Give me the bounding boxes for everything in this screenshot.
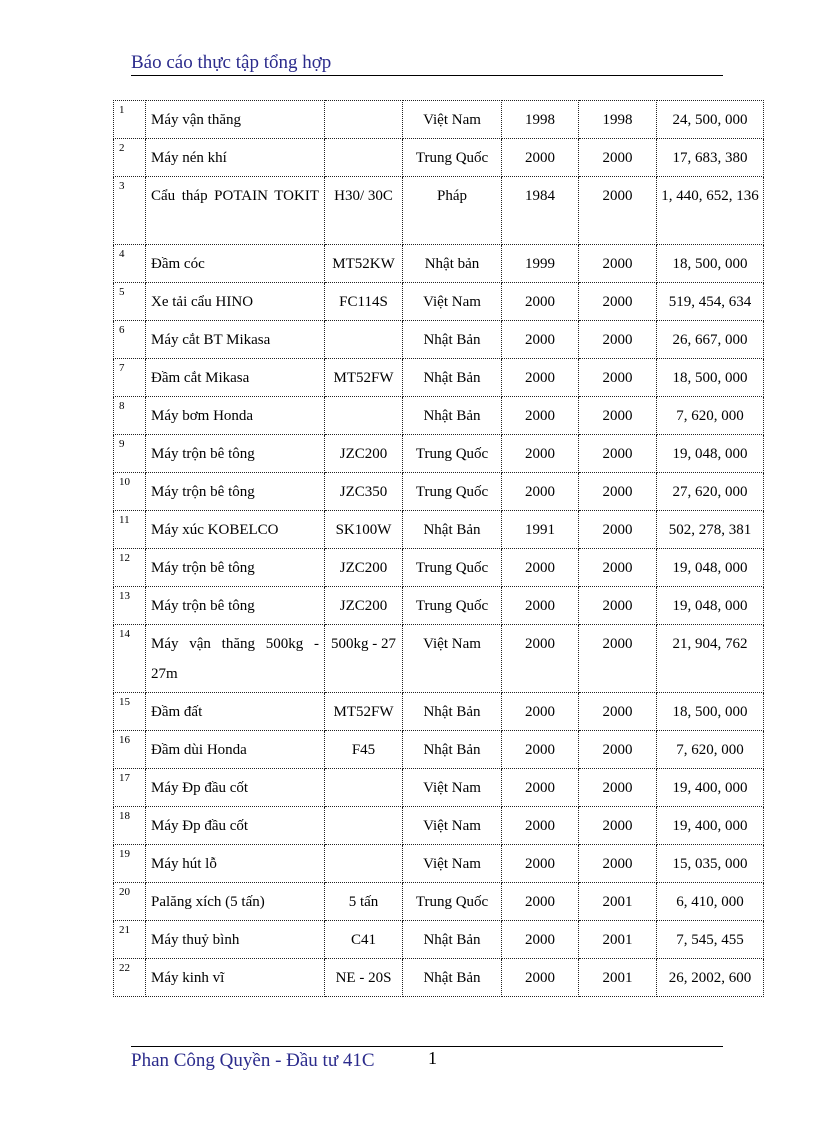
equipment-price-cell: 18, 500, 000 [657,245,764,283]
row-number-cell: 20 [114,883,146,921]
equipment-model-cell: H30/ 30C [325,177,403,245]
equipment-name-cell: Máy Đp đầu cốt [146,769,325,807]
row-number-cell: 11 [114,511,146,549]
equipment-name-cell: Đầm dùi Honda [146,731,325,769]
equipment-name-cell: Đầm đất [146,693,325,731]
origin-country-cell: Việt Nam [403,101,502,139]
row-number-cell: 17 [114,769,146,807]
equipment-model-cell: 500kg - 27 [325,625,403,693]
year-in-use-cell: 2000 [579,359,657,397]
row-number-cell: 18 [114,807,146,845]
row-number-cell: 22 [114,959,146,997]
equipment-price-cell: 26, 667, 000 [657,321,764,359]
table-row [114,587,764,625]
year-manufactured-cell: 2000 [502,959,579,997]
row-number-cell: 13 [114,587,146,625]
year-manufactured-cell: 2000 [502,807,579,845]
equipment-price-cell: 19, 048, 000 [657,435,764,473]
equipment-name-cell: Máy trộn bê tông [146,587,325,625]
origin-country-cell: Nhật Bản [403,511,502,549]
origin-country-cell: Nhật Bản [403,321,502,359]
table-row [114,693,764,731]
row-number-cell: 15 [114,693,146,731]
equipment-name-cell: Máy nén khí [146,139,325,177]
year-in-use-cell: 2001 [579,921,657,959]
equipment-name-cell: Đầm cóc [146,245,325,283]
equipment-name-cell: Máy vận thăng 500kg - 27m [146,625,325,693]
year-manufactured-cell: 2000 [502,625,579,693]
equipment-model-cell: JZC350 [325,473,403,511]
year-manufactured-cell: 2000 [502,549,579,587]
equipment-price-cell: 6, 410, 000 [657,883,764,921]
year-manufactured-cell: 2000 [502,731,579,769]
equipment-model-cell: C41 [325,921,403,959]
year-in-use-cell: 2000 [579,625,657,693]
equipment-price-cell: 7, 545, 455 [657,921,764,959]
equipment-price-cell: 19, 400, 000 [657,807,764,845]
year-in-use-cell: 2000 [579,769,657,807]
equipment-name-cell: Máy thuỷ bình [146,921,325,959]
equipment-price-cell: 26, 2002, 600 [657,959,764,997]
equipment-name-cell: Palăng xích (5 tấn) [146,883,325,921]
table-row [114,883,764,921]
table-row [114,245,764,283]
origin-country-cell: Việt Nam [403,769,502,807]
row-number-cell: 21 [114,921,146,959]
table-row [114,139,764,177]
year-in-use-cell: 2000 [579,845,657,883]
year-manufactured-cell: 2000 [502,587,579,625]
origin-country-cell: Việt Nam [403,845,502,883]
equipment-model-cell: JZC200 [325,435,403,473]
origin-country-cell: Nhật Bản [403,959,502,997]
row-number-cell: 4 [114,245,146,283]
origin-country-cell: Trung Quốc [403,883,502,921]
table-row [114,769,764,807]
equipment-price-cell: 519, 454, 634 [657,283,764,321]
row-number-cell: 2 [114,139,146,177]
row-number-cell: 5 [114,283,146,321]
table-row [114,177,764,245]
year-in-use-cell: 2000 [579,731,657,769]
footer-divider [131,1046,723,1047]
year-manufactured-cell: 2000 [502,473,579,511]
equipment-model-cell: JZC200 [325,587,403,625]
origin-country-cell: Trung Quốc [403,587,502,625]
header-divider [131,75,723,76]
year-in-use-cell: 2000 [579,139,657,177]
origin-country-cell: Việt Nam [403,283,502,321]
table-row [114,321,764,359]
year-in-use-cell: 2000 [579,549,657,587]
origin-country-cell: Trung Quốc [403,549,502,587]
table-row [114,435,764,473]
year-manufactured-cell: 1999 [502,245,579,283]
year-manufactured-cell: 2000 [502,693,579,731]
year-manufactured-cell: 1998 [502,101,579,139]
year-manufactured-cell: 2000 [502,769,579,807]
row-number-cell: 3 [114,177,146,245]
page-number: 1 [428,1048,437,1068]
equipment-price-cell: 7, 620, 000 [657,397,764,435]
equipment-model-cell [325,807,403,845]
year-in-use-cell: 2000 [579,807,657,845]
year-manufactured-cell: 2000 [502,139,579,177]
equipment-price-cell: 18, 500, 000 [657,359,764,397]
row-number-cell: 6 [114,321,146,359]
year-in-use-cell: 2000 [579,283,657,321]
table-row [114,397,764,435]
page-header-title: Báo cáo thực tập tổng hợp [131,52,332,73]
origin-country-cell: Việt Nam [403,807,502,845]
equipment-name-cell: Máy Đp đầu cốt [146,807,325,845]
table-row [114,959,764,997]
equipment-name-cell: Máy cắt BT Mikasa [146,321,325,359]
equipment-price-cell: 19, 048, 000 [657,549,764,587]
equipment-model-cell: MT52KW [325,245,403,283]
row-number-cell: 10 [114,473,146,511]
table-row [114,101,764,139]
year-manufactured-cell: 2000 [502,397,579,435]
equipment-name-cell: Máy vận thăng [146,101,325,139]
origin-country-cell: Nhật bản [403,245,502,283]
equipment-model-cell [325,101,403,139]
table-row [114,549,764,587]
year-manufactured-cell: 2000 [502,435,579,473]
year-in-use-cell: 2000 [579,397,657,435]
table-row [114,845,764,883]
year-manufactured-cell: 2000 [502,321,579,359]
year-in-use-cell: 2001 [579,883,657,921]
origin-country-cell: Nhật Bản [403,921,502,959]
origin-country-cell: Trung Quốc [403,139,502,177]
row-number-cell: 19 [114,845,146,883]
equipment-model-cell: F45 [325,731,403,769]
table-row [114,283,764,321]
year-in-use-cell: 2001 [579,959,657,997]
origin-country-cell: Nhật Bản [403,693,502,731]
year-manufactured-cell: 1984 [502,177,579,245]
year-manufactured-cell: 2000 [502,921,579,959]
year-in-use-cell: 2000 [579,587,657,625]
equipment-model-cell: FC114S [325,283,403,321]
origin-country-cell: Trung Quốc [403,435,502,473]
equipment-name-cell: Đầm cắt Mikasa [146,359,325,397]
origin-country-cell: Việt Nam [403,625,502,693]
equipment-model-cell: SK100W [325,511,403,549]
equipment-price-cell: 15, 035, 000 [657,845,764,883]
equipment-model-cell [325,845,403,883]
equipment-price-cell: 24, 500, 000 [657,101,764,139]
equipment-table [113,100,764,997]
row-number-cell: 14 [114,625,146,693]
year-in-use-cell: 2000 [579,245,657,283]
year-in-use-cell: 2000 [579,435,657,473]
origin-country-cell: Nhật Bản [403,731,502,769]
year-manufactured-cell: 2000 [502,883,579,921]
year-in-use-cell: 1998 [579,101,657,139]
equipment-name-cell: Máy hút lỗ [146,845,325,883]
equipment-model-cell [325,321,403,359]
origin-country-cell: Nhật Bản [403,397,502,435]
equipment-model-cell: JZC200 [325,549,403,587]
table-row [114,807,764,845]
equipment-model-cell: 5 tấn [325,883,403,921]
equipment-table-body [114,101,764,997]
row-number-cell: 7 [114,359,146,397]
row-number-cell: 8 [114,397,146,435]
equipment-name-cell: Máy trộn bê tông [146,435,325,473]
year-in-use-cell: 2000 [579,321,657,359]
equipment-price-cell: 502, 278, 381 [657,511,764,549]
row-number-cell: 1 [114,101,146,139]
equipment-price-cell: 21, 904, 762 [657,625,764,693]
year-manufactured-cell: 2000 [502,283,579,321]
year-in-use-cell: 2000 [579,693,657,731]
equipment-price-cell: 7, 620, 000 [657,731,764,769]
equipment-model-cell [325,397,403,435]
year-in-use-cell: 2000 [579,473,657,511]
year-manufactured-cell: 2000 [502,845,579,883]
equipment-price-cell: 1, 440, 652, 136 [657,177,764,245]
equipment-price-cell: 27, 620, 000 [657,473,764,511]
row-number-cell: 16 [114,731,146,769]
table-row [114,921,764,959]
equipment-name-cell: Máy trộn bê tông [146,549,325,587]
equipment-name-cell: Cẩu tháp POTAIN TOKIT [146,177,325,245]
table-row [114,731,764,769]
equipment-name-cell: Xe tải cẩu HINO [146,283,325,321]
table-row [114,359,764,397]
row-number-cell: 12 [114,549,146,587]
equipment-price-cell: 19, 400, 000 [657,769,764,807]
year-in-use-cell: 2000 [579,511,657,549]
row-number-cell: 9 [114,435,146,473]
equipment-name-cell: Máy trộn bê tông [146,473,325,511]
year-in-use-cell: 2000 [579,177,657,245]
equipment-name-cell: Máy kinh vĩ [146,959,325,997]
footer-author: Phan Công Quyền - Đầu tư 41C [131,1050,375,1071]
equipment-model-cell: MT52FW [325,693,403,731]
equipment-price-cell: 18, 500, 000 [657,693,764,731]
table-row [114,511,764,549]
origin-country-cell: Nhật Bản [403,359,502,397]
equipment-model-cell: MT52FW [325,359,403,397]
equipment-price-cell: 19, 048, 000 [657,587,764,625]
equipment-name-cell: Máy bơm Honda [146,397,325,435]
equipment-name-cell: Máy xúc KOBELCO [146,511,325,549]
equipment-model-cell: NE - 20S [325,959,403,997]
table-row [114,625,764,693]
equipment-price-cell: 17, 683, 380 [657,139,764,177]
origin-country-cell: Pháp [403,177,502,245]
equipment-model-cell [325,139,403,177]
origin-country-cell: Trung Quốc [403,473,502,511]
year-manufactured-cell: 2000 [502,359,579,397]
equipment-model-cell [325,769,403,807]
table-row [114,473,764,511]
year-manufactured-cell: 1991 [502,511,579,549]
